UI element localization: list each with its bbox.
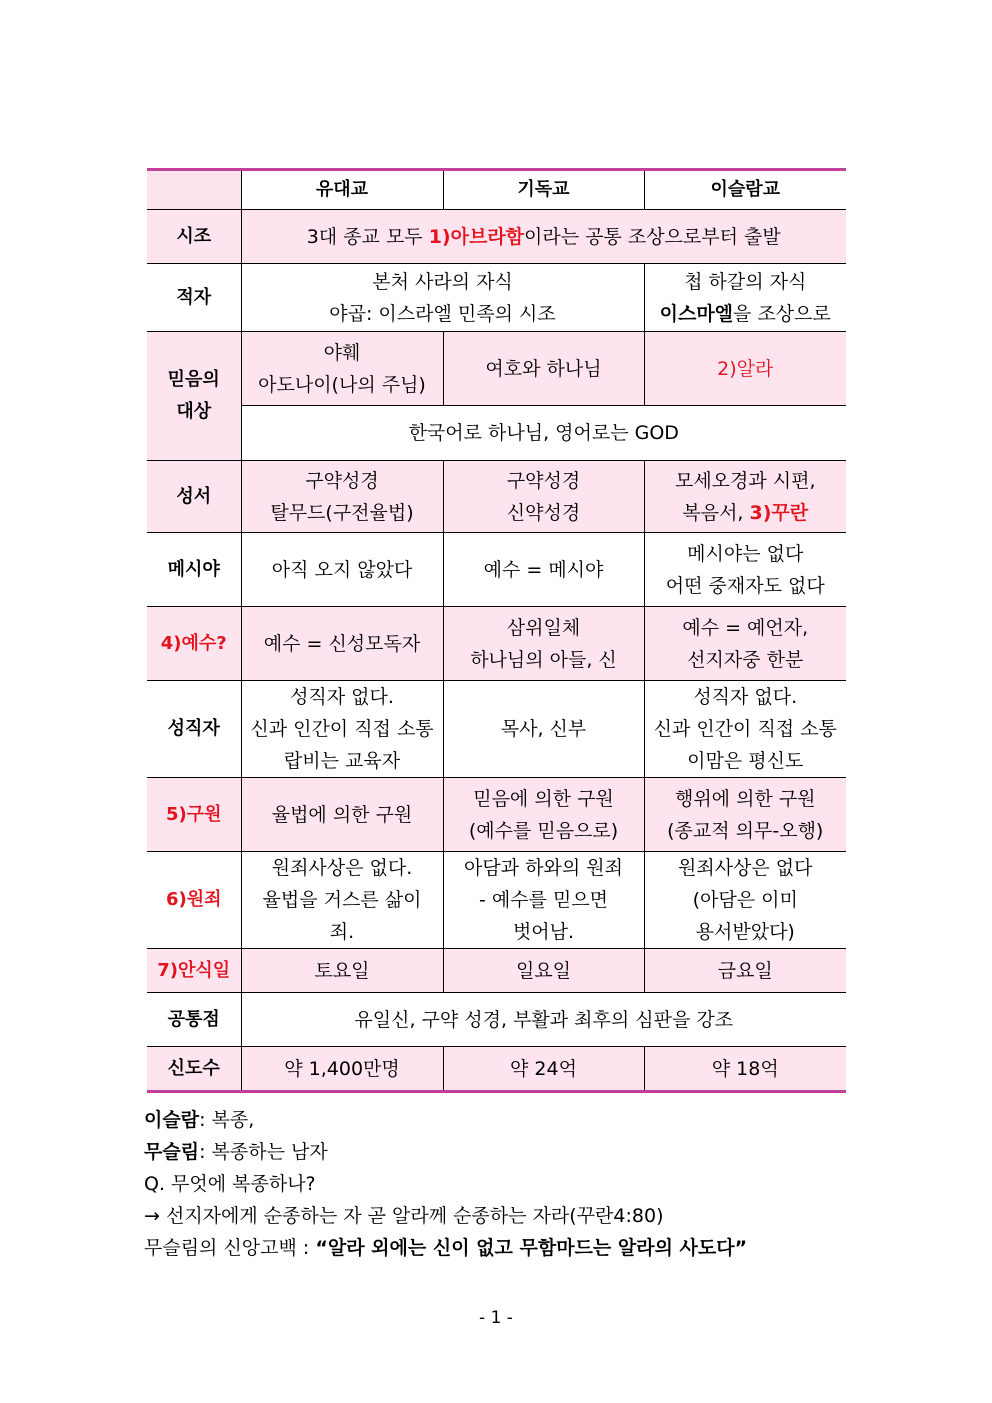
- faith-christianity-cell: 여호와 하나님: [443, 332, 644, 406]
- sabbath-islam-cell: 금요일: [644, 949, 846, 993]
- row-header-founder: 시조: [147, 210, 241, 264]
- table-row-clergy: [147, 681, 846, 778]
- faith-islam-cell: 2)알라: [644, 332, 846, 406]
- row-header-salvation: 5)구원: [147, 778, 241, 852]
- scripture-judaism-cell: 구약성경 탈무드(구전율법): [241, 461, 443, 533]
- notes-section: [144, 1104, 747, 1264]
- sabbath-christianity-cell: 일요일: [443, 949, 644, 993]
- note-islam-definition: 이슬람: 복종,: [144, 1109, 255, 1131]
- table-row-jesus: [147, 607, 846, 681]
- row-header-sabbath: 7)안식일: [147, 949, 241, 993]
- scripture-islam-cell: 모세오경과 시편, 복음서, 3)꾸란: [644, 461, 846, 533]
- table-row-founder: [147, 210, 846, 264]
- jesus-islam-cell: 예수 = 예언자, 선지자중 한분: [644, 607, 846, 681]
- table-row-followers: [147, 1047, 846, 1092]
- lineage-judaism-christianity-cell: 본처 사라의 자식 야곱: 이스라엘 민족의 시조: [241, 264, 644, 332]
- salvation-christianity-cell: 믿음에 의한 구원 (예수를 믿음으로): [443, 778, 644, 852]
- original-sin-islam-cell: 원죄사상은 없다 (아담은 이미 용서받았다): [644, 852, 846, 949]
- table-row-object-of-faith: [147, 332, 846, 406]
- table-row-lineage: [147, 264, 846, 332]
- row-header-clergy: 성직자: [147, 681, 241, 778]
- table-header-row: [147, 170, 846, 210]
- corner-cell: [147, 170, 241, 210]
- quran-highlight: 3)꾸란: [749, 501, 809, 524]
- row-header-lineage: 적자: [147, 264, 241, 332]
- jesus-judaism-cell: 예수 = 신성모독자: [241, 607, 443, 681]
- note-question: Q. 무엇에 복종하나?: [144, 1173, 316, 1195]
- note-creed: 무슬림의 신앙고백 : “알라 외에는 신이 없고 무함마드는 알라의 사도다”: [144, 1237, 748, 1259]
- lineage-islam-cell: 첩 하갈의 자식 이스마엘을 조상으로: [644, 264, 846, 332]
- note-answer: → 선지자에게 순종하는 자 곧 알라께 순종하는 자라(꾸란4:80): [144, 1205, 664, 1227]
- note-muslim-definition: 무슬림: 복종하는 남자: [144, 1141, 328, 1163]
- followers-christianity-cell: 약 24억: [443, 1047, 644, 1092]
- abraham-highlight: 1)아브라함: [428, 225, 525, 248]
- salvation-judaism-cell: 율법에 의한 구원: [241, 778, 443, 852]
- jesus-christianity-cell: 삼위일체 하나님의 아들, 신: [443, 607, 644, 681]
- followers-islam-cell: 약 18억: [644, 1047, 846, 1092]
- founder-cell: 3대 종교 모두 1)아브라함이라는 공통 조상으로부터 출발: [241, 210, 846, 264]
- messiah-christianity-cell: 예수 = 메시야: [443, 533, 644, 607]
- messiah-judaism-cell: 아직 오지 않았다: [241, 533, 443, 607]
- religion-comparison-table: [147, 168, 846, 1093]
- row-header-messiah: 메시야: [147, 533, 241, 607]
- original-sin-christianity-cell: 아담과 하와의 원죄 - 예수를 믿으면 벗어남.: [443, 852, 644, 949]
- table-row-salvation: [147, 778, 846, 852]
- table-row-messiah: [147, 533, 846, 607]
- table-row-original-sin: [147, 852, 846, 949]
- column-header-judaism: 유대교: [241, 170, 443, 210]
- page-number: - 1 -: [479, 1308, 513, 1328]
- clergy-islam-cell: 성직자 없다. 신과 인간이 직접 소통 이맘은 평신도: [644, 681, 846, 778]
- row-header-jesus: 4)예수?: [147, 607, 241, 681]
- faith-judaism-cell: 야훼 아도나이(나의 주님): [241, 332, 443, 406]
- row-header-original-sin: 6)원죄: [147, 852, 241, 949]
- original-sin-judaism-cell: 원죄사상은 없다. 율법을 거스른 삶이 죄.: [241, 852, 443, 949]
- column-header-christianity: 기독교: [443, 170, 644, 210]
- row-header-followers: 신도수: [147, 1047, 241, 1092]
- table-row-object-of-faith-common: [147, 406, 846, 461]
- messiah-islam-cell: 메시야는 없다 어떤 중재자도 없다: [644, 533, 846, 607]
- scripture-christianity-cell: 구약성경 신약성경: [443, 461, 644, 533]
- table-row-commonality: [147, 993, 846, 1047]
- row-header-scripture: 성서: [147, 461, 241, 533]
- creed-quote: “알라 외에는 신이 없고 무함마드는 알라의 사도다”: [315, 1237, 748, 1259]
- ishmael-bold: 이스마엘: [659, 302, 734, 325]
- table-row-scripture: [147, 461, 846, 533]
- row-header-commonality: 공통점: [147, 993, 241, 1047]
- followers-judaism-cell: 약 1,400만명: [241, 1047, 443, 1092]
- table-row-sabbath: [147, 949, 846, 993]
- column-header-islam: 이슬람교: [644, 170, 846, 210]
- row-header-object-of-faith: 믿음의 대상: [147, 332, 241, 461]
- clergy-judaism-cell: 성직자 없다. 신과 인간이 직접 소통 랍비는 교육자: [241, 681, 443, 778]
- salvation-islam-cell: 행위에 의한 구원 (종교적 의무-오행): [644, 778, 846, 852]
- sabbath-judaism-cell: 토요일: [241, 949, 443, 993]
- clergy-christianity-cell: 목사, 신부: [443, 681, 644, 778]
- commonality-cell: 유일신, 구약 성경, 부활과 최후의 심판을 강조: [241, 993, 846, 1047]
- faith-common-cell: 한국어로 하나님, 영어로는 GOD: [241, 406, 846, 461]
